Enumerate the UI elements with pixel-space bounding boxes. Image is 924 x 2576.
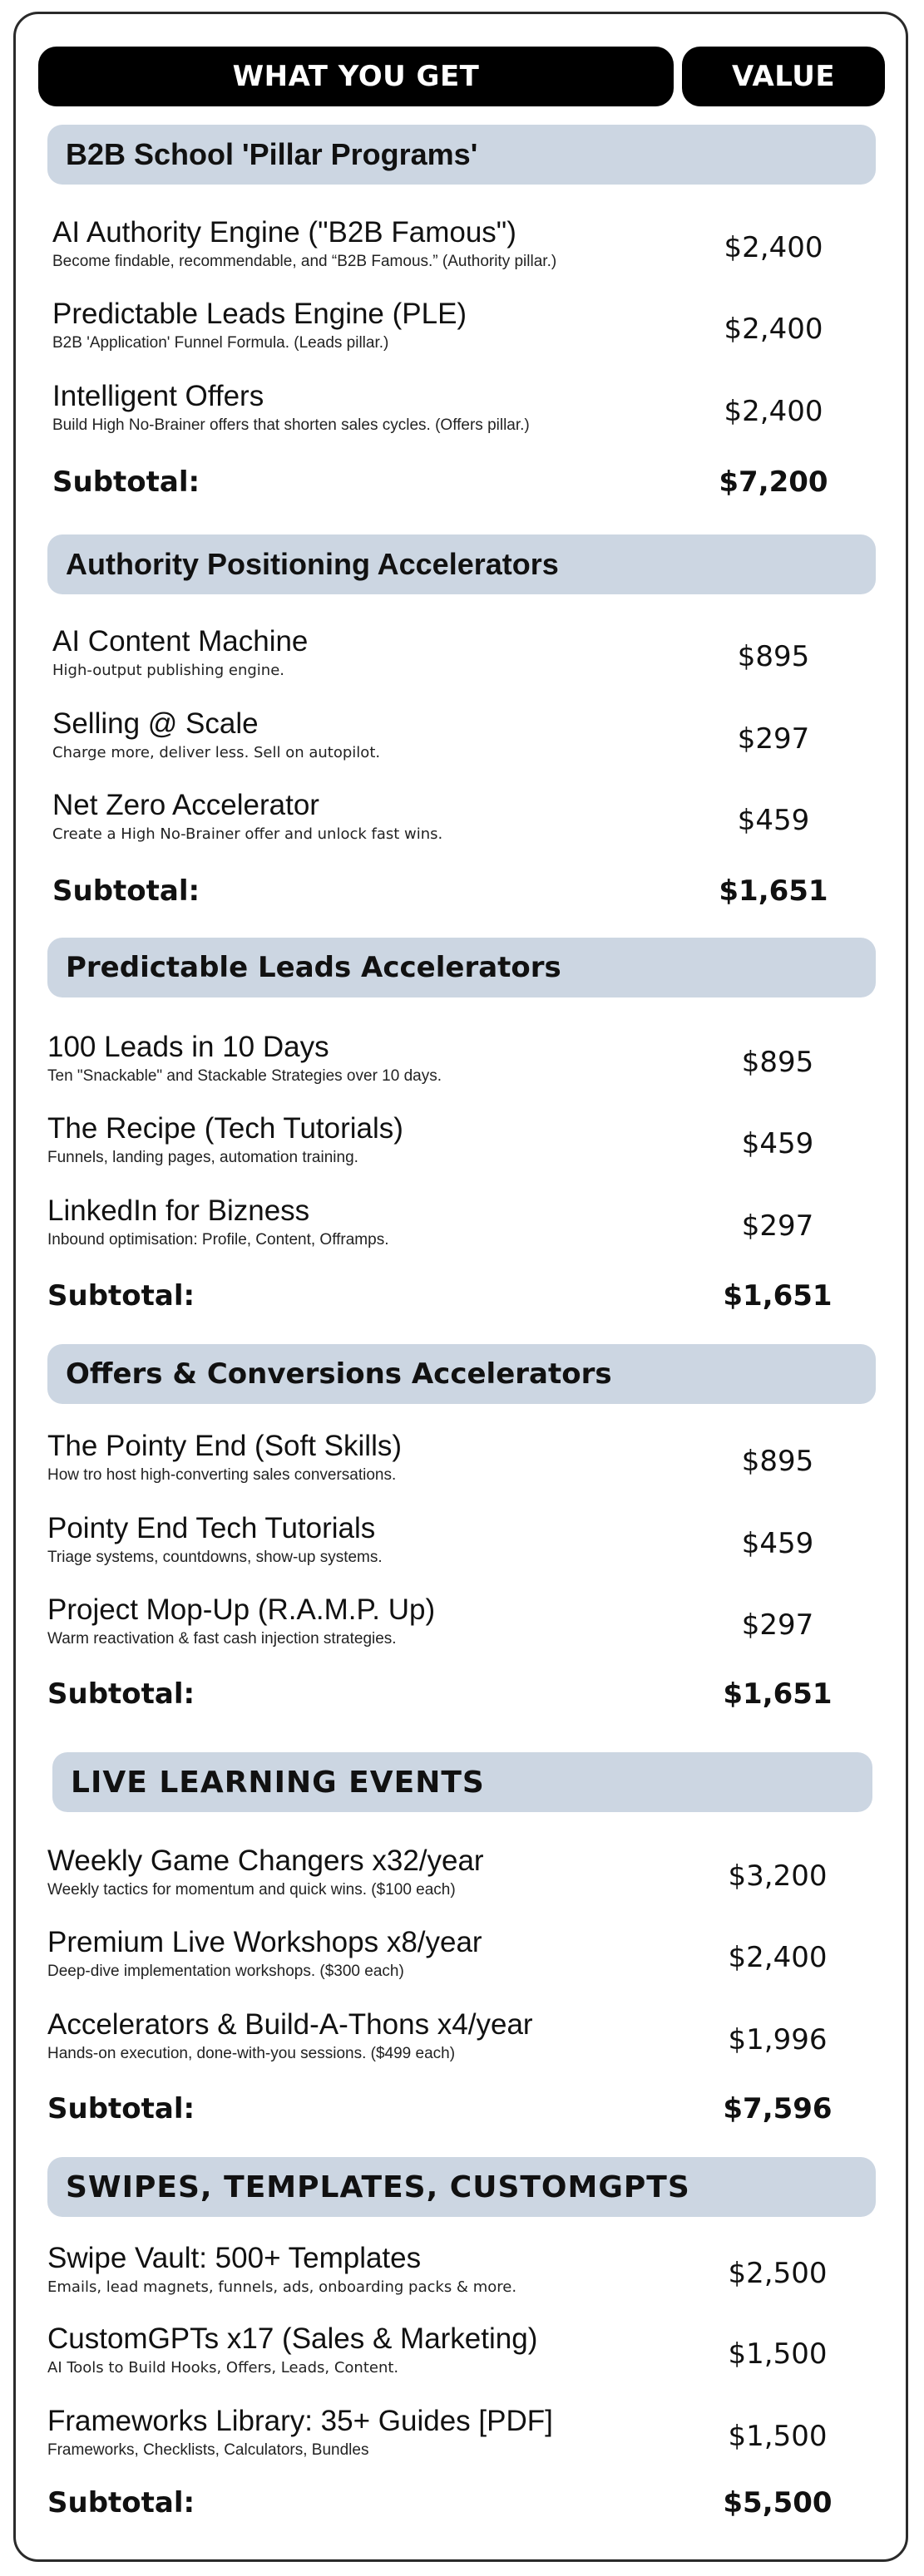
item-price: $1,500 bbox=[728, 2337, 828, 2371]
subtotal-label: Subtotal: bbox=[52, 874, 200, 908]
item-title: Intelligent Offers bbox=[52, 380, 264, 412]
section-heading-pillar-programs: B2B School 'Pillar Programs' bbox=[47, 125, 876, 185]
item-description: Funnels, landing pages, automation training. bbox=[47, 1149, 358, 1166]
section-heading-swipes-templates: SWIPES, TEMPLATES, CUSTOMGPTS bbox=[47, 2157, 876, 2217]
item-description: B2B 'Application' Funnel Formula. (Leads pillar.) bbox=[52, 334, 389, 352]
list-item bbox=[0, 1112, 924, 1179]
subtotal-amount: $1,651 bbox=[723, 1279, 833, 1313]
item-title: The Recipe (Tech Tutorials) bbox=[47, 1112, 403, 1145]
item-price: $895 bbox=[741, 1046, 814, 1079]
item-price: $2,400 bbox=[728, 1941, 828, 1974]
subtotal-label: Subtotal: bbox=[52, 465, 200, 499]
item-description: Hands-on execution, done-with-you sessions. ($499 each) bbox=[47, 2045, 456, 2062]
item-description: Charge more, deliver less. Sell on autopilot. bbox=[52, 744, 381, 761]
subtotal-amount: $5,500 bbox=[723, 2486, 833, 2519]
list-item bbox=[0, 216, 924, 283]
section-heading-authority-accelerators: Authority Positioning Accelerators bbox=[47, 534, 876, 594]
subtotal-label: Subtotal: bbox=[47, 2486, 195, 2519]
list-item bbox=[0, 380, 924, 446]
item-description: High-output publishing engine. bbox=[52, 662, 285, 679]
subtotal-label: Subtotal: bbox=[47, 1279, 195, 1313]
list-item bbox=[0, 1845, 924, 1911]
list-item bbox=[0, 2008, 924, 2075]
item-price: $2,500 bbox=[728, 2257, 828, 2290]
item-price: $459 bbox=[737, 804, 810, 837]
list-item bbox=[0, 789, 924, 855]
item-description: Weekly tactics for momentum and quick wins. ($100 each) bbox=[47, 1881, 456, 1899]
item-description: AI Tools to Build Hooks, Offers, Leads, Content. bbox=[47, 2359, 399, 2377]
subtotal-amount: $7,200 bbox=[719, 465, 828, 499]
subtotal-label: Subtotal: bbox=[47, 2092, 195, 2125]
item-title: AI Authority Engine ("B2B Famous") bbox=[52, 216, 516, 249]
subtotal-amount: $1,651 bbox=[723, 1677, 833, 1711]
list-item bbox=[0, 1031, 924, 1097]
item-title: Accelerators & Build-A-Thons x4/year bbox=[47, 2008, 533, 2041]
item-price: $1,500 bbox=[728, 2420, 828, 2453]
value-header: VALUE bbox=[682, 47, 885, 106]
item-title: 100 Leads in 10 Days bbox=[47, 1031, 329, 1063]
subtotal-amount: $1,651 bbox=[719, 874, 828, 908]
item-description: How tro host high-converting sales conversations. bbox=[47, 1466, 397, 1484]
subtotal-row bbox=[0, 2092, 924, 2132]
item-description: Inbound optimisation: Profile, Content, Offramps. bbox=[47, 1231, 389, 1249]
item-description: Emails, lead magnets, funnels, ads, onboarding packs & more. bbox=[47, 2278, 517, 2296]
item-price: $297 bbox=[741, 1209, 814, 1243]
list-item bbox=[0, 1194, 924, 1261]
item-description: Warm reactivation & fast cash injection strategies. bbox=[47, 1630, 397, 1648]
subtotal-row bbox=[0, 2486, 924, 2526]
section-heading-live-events: LIVE LEARNING EVENTS bbox=[52, 1752, 872, 1812]
item-title: The Pointy End (Soft Skills) bbox=[47, 1430, 402, 1462]
item-title: Project Mop-Up (R.A.M.P. Up) bbox=[47, 1593, 436, 1626]
item-price: $2,400 bbox=[724, 231, 823, 264]
list-item bbox=[0, 2405, 924, 2471]
item-description: Build High No-Brainer offers that shorten sales cycles. (Offers pillar.) bbox=[52, 416, 530, 434]
item-title: Swipe Vault: 500+ Templates bbox=[47, 2242, 422, 2274]
item-description: Ten "Snackable" and Stackable Strategies over 10 days. bbox=[47, 1067, 442, 1085]
item-description: Become findable, recommendable, and “B2B Famous.” (Authority pillar.) bbox=[52, 253, 557, 270]
section-heading-offers-accelerators: Offers & Conversions Accelerators bbox=[47, 1344, 876, 1404]
item-title: Weekly Game Changers x32/year bbox=[47, 1845, 484, 1877]
item-price: $459 bbox=[741, 1127, 814, 1160]
item-description: Deep-dive implementation workshops. ($300 each) bbox=[47, 1963, 404, 1980]
subtotal-row bbox=[0, 874, 924, 914]
item-price: $459 bbox=[741, 1527, 814, 1560]
item-description: Create a High No-Brainer offer and unlock fast wins. bbox=[52, 825, 443, 843]
item-description: Triage systems, countdowns, show-up systems. bbox=[47, 1549, 383, 1566]
item-price: $895 bbox=[741, 1445, 814, 1478]
list-item bbox=[0, 298, 924, 364]
item-price: $1,996 bbox=[728, 2023, 828, 2056]
list-item bbox=[0, 707, 924, 774]
item-price: $297 bbox=[737, 722, 810, 756]
list-item bbox=[0, 1430, 924, 1496]
list-item bbox=[0, 1926, 924, 1992]
list-item bbox=[0, 2322, 924, 2389]
item-title: LinkedIn for Bizness bbox=[47, 1194, 310, 1227]
subtotal-amount: $7,596 bbox=[723, 2092, 833, 2125]
item-title: CustomGPTs x17 (Sales & Marketing) bbox=[47, 2322, 538, 2355]
item-title: AI Content Machine bbox=[52, 625, 309, 658]
list-item bbox=[0, 1593, 924, 1660]
subtotal-row bbox=[0, 1677, 924, 1717]
item-price: $297 bbox=[741, 1608, 814, 1642]
subtotal-label: Subtotal: bbox=[47, 1677, 195, 1711]
what-you-get-header: WHAT YOU GET bbox=[38, 47, 674, 106]
item-price: $895 bbox=[737, 640, 810, 673]
item-title: Frameworks Library: 35+ Guides [PDF] bbox=[47, 2405, 553, 2437]
section-heading-leads-accelerators: Predictable Leads Accelerators bbox=[47, 938, 876, 997]
item-price: $3,200 bbox=[728, 1859, 828, 1893]
subtotal-row bbox=[0, 1279, 924, 1319]
list-item bbox=[0, 1512, 924, 1579]
item-description: Frameworks, Checklists, Calculators, Bundles bbox=[47, 2441, 369, 2459]
item-price: $2,400 bbox=[724, 313, 823, 346]
item-title: Pointy End Tech Tutorials bbox=[47, 1512, 376, 1544]
list-item bbox=[0, 625, 924, 692]
item-title: Selling @ Scale bbox=[52, 707, 259, 740]
item-price: $2,400 bbox=[724, 395, 823, 428]
item-title: Premium Live Workshops x8/year bbox=[47, 1926, 482, 1958]
item-title: Predictable Leads Engine (PLE) bbox=[52, 298, 467, 330]
item-title: Net Zero Accelerator bbox=[52, 789, 319, 821]
list-item bbox=[0, 2242, 924, 2308]
subtotal-row bbox=[0, 465, 924, 505]
